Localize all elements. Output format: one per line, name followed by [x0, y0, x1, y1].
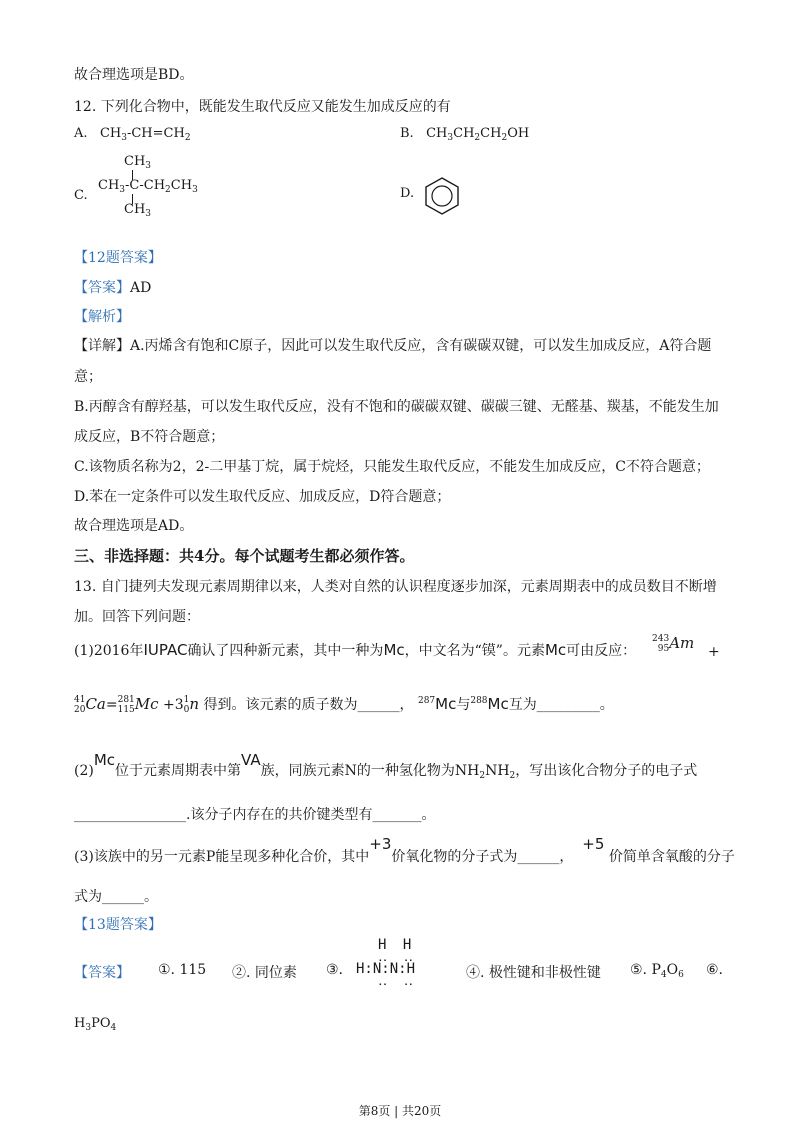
nuclide-am: 243 95Am: [652, 634, 695, 654]
q13-part3-line2: 式为______。: [74, 889, 158, 905]
q12-answer: 【答案】AD: [74, 280, 152, 296]
q13-part1-line1: (1)2016年IUPAC确认了四种新元素，其中一种为Mc，中文名为“镆”。元素Mc可由反应：: [74, 641, 637, 659]
q13-part2-line2: ________________.该分子内存在的共价键类型有_______。: [74, 807, 436, 823]
q12-detail-1: 【详解】A.丙烯含有饱和C原子，因此可以发生取代反应，含有碳碳双键，可以发生加成反应，A符合题: [74, 338, 712, 354]
q13-answer-6: ⑥.: [706, 962, 724, 978]
q13-stem-2: 加。回答下列问题：: [74, 609, 200, 625]
q12-detail-3: C.该物质名称为2，2-二甲基丁烷，属于烷烃，只能发生取代反应，不能发生加成反应，C不符合题意；: [74, 459, 710, 475]
q13-answer-2: ②. 同位素: [232, 965, 297, 981]
q12-option-a: A. $CH_3-CH=CH_2$: [74, 126, 191, 143]
q13-answer-3: ③.: [326, 962, 344, 978]
q12-detail-1b: 意；: [74, 369, 102, 385]
struct-mid: $CH_3-C-CH_2CH_3$: [98, 178, 198, 195]
elec-dots-bot: ‥ ‥: [378, 973, 418, 989]
q12-stem: 12. 下列化合物中，既能发生取代反应又能发生加成反应的有: [74, 99, 451, 115]
q13-stem-1: 13. 自门捷列夫发现元素周期律以来，人类对自然的认识程度逐步加深，元素周期表中的成员数目不断增: [74, 579, 717, 595]
struct-top: $CH_3$: [124, 154, 152, 171]
q13-part3-line1: (3)该族中的另一元素P能呈现多种化合价，其中+3价氧化物的分子式为______， +5 价简单含氧酸的分子: [74, 835, 735, 865]
struct-bot: $CH_3$: [124, 202, 152, 219]
page-footer: 第8页 | 共20页: [358, 1104, 442, 1118]
q12-detail-2: B.丙醇含有醇羟基，可以发生取代反应，没有不饱和的碳碳双键、碳碳三键、无醛基、羰基，不能发生加: [74, 399, 719, 415]
q13-answer-1: ①. 115: [158, 962, 207, 978]
q12-option-d-label: D.: [400, 186, 415, 201]
q12-answer-header: 【12题答案】: [74, 250, 162, 266]
q13-answer-5: ⑤. $P_4O_6$: [630, 962, 684, 980]
elec-row: H:N:N:H: [356, 961, 416, 977]
section-title: 三、非选择题：共4分。每个试题考生都必须作答。: [74, 547, 415, 565]
q13-answer-header: 【13题答案】: [74, 917, 162, 933]
q12-analysis-header: 【解析】: [74, 309, 130, 325]
q12-detail-2b: 成反应，B不符合题意；: [74, 429, 225, 445]
q12-option-c-label: C.: [74, 188, 88, 203]
q13-part2-line1: (2)Mc位于元素周期表中第VA族，同族元素N的一种氢化物为$NH_2NH_2$，写出该化合物分子的电子式: [74, 751, 698, 781]
elec-top-h: H H: [378, 937, 416, 953]
text-line: 故合理选项是BD。: [74, 67, 194, 83]
q13-answer-label: 【答案】: [74, 965, 130, 981]
benzene-ring-icon: [422, 176, 462, 216]
plus-sign: +: [708, 644, 720, 660]
q13-part1-line2: 41 20Ca=281 115Mc +31 0n 得到。该元素的质子数为______， $^{287}$Mc与$^{288}$Mc互为_________。: [74, 695, 614, 715]
q12-option-b: B. $CH_3CH_2CH_2OH$: [400, 126, 530, 143]
q12-detail-4: D.苯在一定条件可以发生取代反应、加成反应，D符合题意；: [74, 489, 451, 505]
q13-answer-6-formula: $H_3PO_4$: [74, 1016, 117, 1033]
elec-dots-top: ‥ ‥: [378, 949, 418, 965]
q13-answer-4: ④. 极性键和非极性键: [466, 965, 601, 981]
q12-conclusion: 故合理选项是AD。: [74, 518, 194, 534]
